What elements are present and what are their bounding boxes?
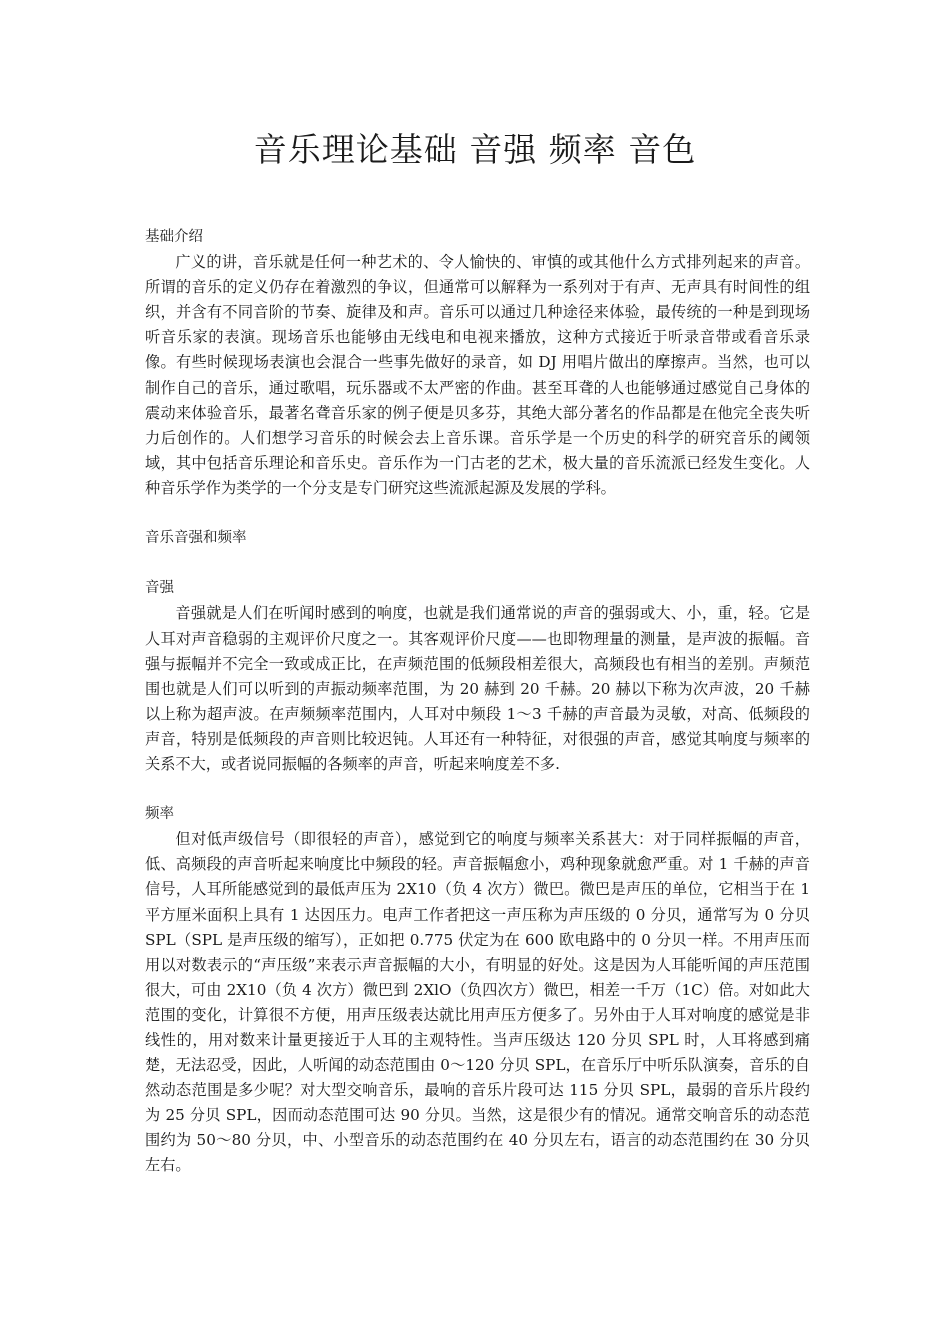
section-loudness-frequency xyxy=(145,526,810,551)
paragraph-loudness: 音强就是人们在听闻时感到的响度，也就是我们通常说的声音的强弱或大、小，重，轻。它是人耳对声音稳弱的主观评价尺度之一。其客观评价尺度——也即物理量的测量，是声波的振幅。音强与振幅并不完全一致或成正比，在声频范围的低频段相差很大，高频段也有相当的差别。声频范围也就是人们可以听到的声振动频率范围，为 20 赫到 20 千赫。20 赫以下称为次声波，20 千赫以上称为超声波。在声频频率范围内，人耳对中频段 1～3 千赫的声音最为灵敏，对高、低频段的声音，特别是低频段的声音则比较迟钝。人耳还有一种特征，对很强的声音，感觉其响度与频率的关系不大，或者说同振幅的各频率的声音，听起来响度差不多. xyxy=(145,604,810,773)
section-loudness xyxy=(145,576,810,777)
section-heading-loudness: 音强 xyxy=(145,580,174,597)
spacer xyxy=(145,501,810,526)
paragraph-intro: 广义的讲，音乐就是任何一种艺术的、令人愉快的、审慎的或其他什么方式排列起来的声音。所谓的音乐的定义仍存在着激烈的争议，但通常可以解释为一系列对于有声、无声具有时间性的组织，并含有不同音阶的节奏、旋律及和声。音乐可以通过几种途径来体验，最传统的一种是到现场听音乐家的表演。现场音乐也能够由无线电和电视来播放，这种方式接近于听录音带或看音乐录像。有些时候现场表演也会混合一些事先做好的录音，如 DJ 用唱片做出的摩擦声。当然，也可以制作自己的音乐，通过歌唱，玩乐器或不太严密的作曲。甚至耳聋的人也能够通过感觉自己身体的震动来体验音乐，最著名聋音乐家的例子便是贝多芬，其绝大部分著名的作品都是在他完全丧失听力后创作的。人们想学习音乐的时候会去上音乐课。音乐学是一个历史的科学的研究音乐的阈领域，其中包括音乐理论和音乐史。音乐作为一门古老的艺术，极大量的音乐流派已经发生变化。人种音乐学作为类学的一个分支是专门研究这些流派起源及发展的学科。 xyxy=(145,253,810,497)
section-intro xyxy=(145,225,810,501)
section-heading-loudness-frequency: 音乐音强和频率 xyxy=(145,530,247,547)
spacer xyxy=(145,777,810,802)
section-heading-frequency: 频率 xyxy=(145,806,174,823)
page-title: 音乐理论基础 音强 频率 音色 xyxy=(253,130,697,169)
section-frequency xyxy=(145,802,810,1178)
document-body xyxy=(145,225,810,1179)
spacer xyxy=(145,551,810,576)
section-heading-intro: 基础介绍 xyxy=(145,229,203,245)
paragraph-frequency: 但对低声级信号（即很轻的声音），感觉到它的响度与频率关系甚大：对于同样振幅的声音，低、高频段的声音听起来响度比中频段的轻。声音振幅愈小，鸡种现象就愈严重。对 1 千赫的声音信号，人耳所能感觉到的最低声压为 2X10（负 4 次方）微巴。微巴是声压的单位，它相当于在 1 平方厘米面积上具有 1 达因压力。电声工作者把这一声压称为声压级的 0 分贝，通常写为 0 分贝 SPL（SPL 是声压级的缩写），正如把 0.775 伏定为在 600 欧电路中的 0 分贝一样。不用声压而用以对数表示的“声压级”来表示声音振幅的大小，有明显的好处。这是因为人耳能听闻的声压范围很大，可由 2X10（负 4 次方）微巴到 2XlO（负四次方）微巴，相差一千万（1C）倍。对如此大范围的变化，计算很不方便，用声压级表达就比用声压方便多了。另外由于人耳对响度的感觉是非线性的，用对数来计量更接近于人耳的主观特性。当声压级达 120 分贝 SPL 时，人耳将感到痛楚，无法忍受，因此，人听闻的动态范围由 0～120 分贝 SPL，在音乐厅中听乐队演奏，音乐的自然动态范围是多少呢？对大型交响音乐，最响的音乐片段可达 115 分贝 SPL，最弱的音乐片段约为 25 分贝 SPL，因而动态范围可达 90 分贝。当然，这是很少有的情况。通常交响音乐的动态范围约为 50～80 分贝，中、小型音乐的动态范围约在 40 分贝左右，语言的动态范围约在 30 分贝左右。 xyxy=(145,830,810,1175)
